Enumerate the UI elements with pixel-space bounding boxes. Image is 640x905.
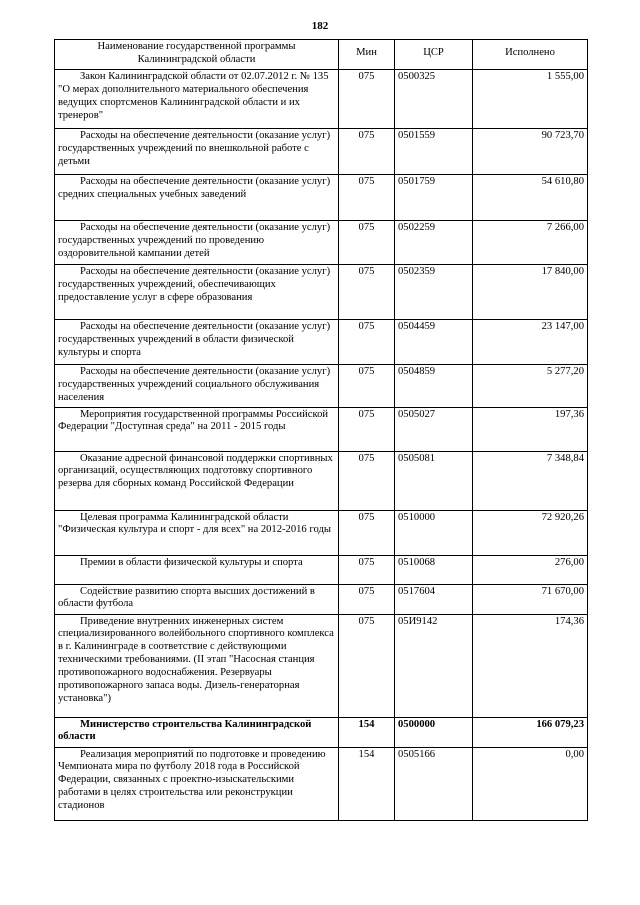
row-csr: 0517604: [395, 584, 473, 614]
row-name: Расходы на обеспечение деятельности (оказание услуг) средних специальных учебных заведений: [55, 174, 339, 220]
row-done: 71 670,00: [473, 584, 588, 614]
row-csr: 0504459: [395, 319, 473, 364]
table-row: [55, 69, 588, 128]
row-min: 075: [339, 451, 395, 510]
row-name: Премии в области физической культуры и спорта: [55, 555, 339, 584]
row-name: Расходы на обеспечение деятельности (оказание услуг) государственных учреждений, обеспечивающих предоставление услуг в сфере образования: [55, 264, 339, 319]
table-row: [55, 128, 588, 174]
row-done: 197,36: [473, 407, 588, 451]
row-name: Расходы на обеспечение деятельности (оказание услуг) государственных учреждений по внешкольной работе с детьми: [55, 128, 339, 174]
row-done: 7 266,00: [473, 220, 588, 264]
table-row: [55, 584, 588, 614]
row-name: Целевая программа Калининградской области "Физическая культура и спорт - для всех" на 2012-2016 годы: [55, 510, 339, 555]
row-done: 174,36: [473, 614, 588, 717]
row-csr: 0505081: [395, 451, 473, 510]
row-min: 075: [339, 69, 395, 128]
table-body: [55, 69, 588, 820]
row-csr: 0510068: [395, 555, 473, 584]
table-row: [55, 510, 588, 555]
row-min: 154: [339, 747, 395, 820]
header-done: Исполнено: [473, 40, 588, 70]
table-row: [55, 555, 588, 584]
table-row: [55, 364, 588, 407]
row-name: Расходы на обеспечение деятельности (оказание услуг) государственных учреждений по проведению оздоровительной кампании детей: [55, 220, 339, 264]
row-min: 075: [339, 407, 395, 451]
table-row: [55, 747, 588, 820]
row-name: Приведение внутренних инженерных систем специализированного волейбольного спортивного комплекса в г. Калининграде в соответствие с действующими техническими требованиями. (II этап "Насосная станция противопожарного водоснабжения. Резервуары противопожарного запаса воды. Дизель-генераторная установка"): [55, 614, 339, 717]
header-csr: ЦСР: [395, 40, 473, 70]
row-min: 075: [339, 128, 395, 174]
row-min: 075: [339, 614, 395, 717]
row-min: 075: [339, 264, 395, 319]
row-min: 075: [339, 319, 395, 364]
row-csr: 0501559: [395, 128, 473, 174]
row-done: 276,00: [473, 555, 588, 584]
row-csr: 0501759: [395, 174, 473, 220]
budget-table: [54, 39, 588, 821]
table-row: [55, 407, 588, 451]
row-csr: 0500000: [395, 717, 473, 747]
row-name: Расходы на обеспечение деятельности (оказание услуг) государственных учреждений социального обслуживания населения: [55, 364, 339, 407]
row-min: 075: [339, 364, 395, 407]
header-name: Наименование государственной программы Калининградской области: [55, 40, 339, 70]
row-done: 7 348,84: [473, 451, 588, 510]
row-csr: 0505027: [395, 407, 473, 451]
table-row-ministry: [55, 717, 588, 747]
header-min: Мин: [339, 40, 395, 70]
row-min: 075: [339, 174, 395, 220]
row-done: 72 920,26: [473, 510, 588, 555]
row-name: Расходы на обеспечение деятельности (оказание услуг) государственных учреждений в области физической культуры и спорта: [55, 319, 339, 364]
table-header: [55, 40, 588, 70]
table-row: [55, 319, 588, 364]
row-done: 23 147,00: [473, 319, 588, 364]
row-name: Оказание адресной финансовой поддержки спортивных организаций, осуществляющих подготовку спортивного резерва для сборных команд Российской Федерации: [55, 451, 339, 510]
row-done: 17 840,00: [473, 264, 588, 319]
row-csr: 0505166: [395, 747, 473, 820]
row-name: Министерство строительства Калининградской области: [55, 717, 339, 747]
row-min: 075: [339, 220, 395, 264]
table-row: [55, 220, 588, 264]
table-row: [55, 174, 588, 220]
row-min: 075: [339, 584, 395, 614]
row-csr: 0500325: [395, 69, 473, 128]
row-done: 90 723,70: [473, 128, 588, 174]
row-min: 154: [339, 717, 395, 747]
page-number: 182: [311, 20, 329, 32]
row-done: 5 277,20: [473, 364, 588, 407]
table-row: [55, 264, 588, 319]
header-row: [55, 40, 588, 70]
row-name: Содействие развитию спорта высших достижений в области футбола: [55, 584, 339, 614]
row-done: 166 079,23: [473, 717, 588, 747]
table-row: [55, 451, 588, 510]
row-csr: 0502259: [395, 220, 473, 264]
row-csr: 05И9142: [395, 614, 473, 717]
row-csr: 0502359: [395, 264, 473, 319]
row-csr: 0504859: [395, 364, 473, 407]
row-done: 0,00: [473, 747, 588, 820]
row-name: Закон Калининградской области от 02.07.2012 г. № 135 "О мерах дополнительного материального обеспечения ведущих спортсменов Калининградской области и их тренеров": [55, 69, 339, 128]
row-name: Мероприятия государственной программы Российской Федерации "Доступная среда" на 2011 - 2015 годы: [55, 407, 339, 451]
row-csr: 0510000: [395, 510, 473, 555]
row-name: Реализация мероприятий по подготовке и проведению Чемпионата мира по футболу 2018 года в Российской Федерации, связанных с проектно-изыскательскими работами в целях строительства или реконструкции стадионов: [55, 747, 339, 820]
row-min: 075: [339, 510, 395, 555]
row-min: 075: [339, 555, 395, 584]
row-done: 54 610,80: [473, 174, 588, 220]
row-done: 1 555,00: [473, 69, 588, 128]
table-row: [55, 614, 588, 717]
